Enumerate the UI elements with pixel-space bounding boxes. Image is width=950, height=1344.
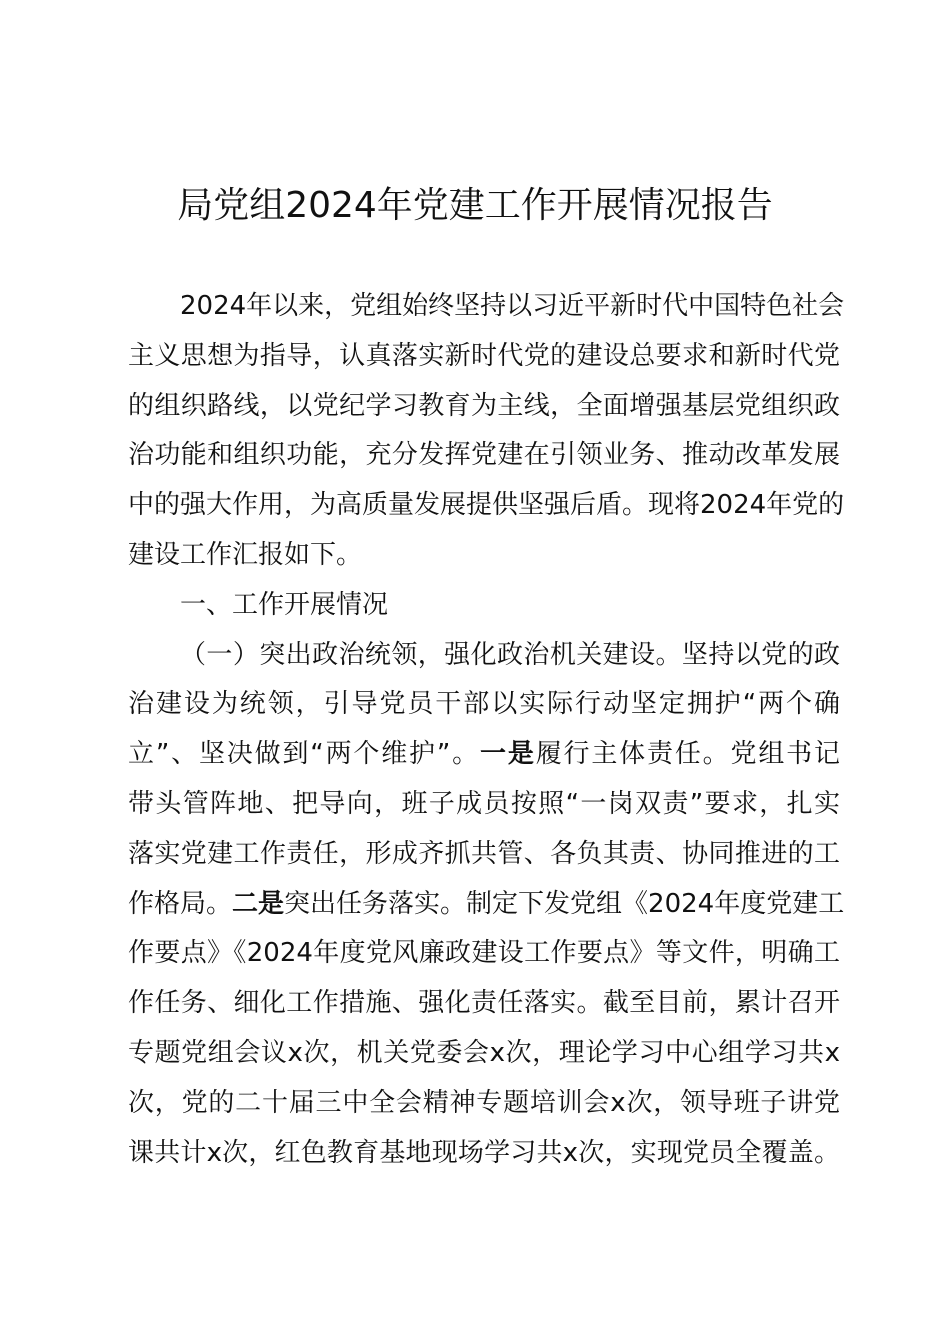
bold-text-run: 二是 [232,888,285,919]
text-run: 作格局。 [128,888,233,919]
text-run: 落实党建工作责任，形成齐抓共管、各负其责、协同推进的工 [128,838,840,869]
bold-text-run: 一是 [480,739,536,770]
text-run: 立”、坚决做到“两个维护”。 [128,739,481,770]
text-line [128,531,840,581]
text-run: 履行主体责任。党组书记 [535,739,840,770]
text-run: 课共计x次，红色教育基地现场学习共x次，实现党员全覆盖。 [128,1137,840,1168]
text-run: 中的强大作用，为高质量发展提供坚强后盾。现将2024年党的 [128,490,845,521]
text-line [128,1029,840,1079]
text-run: 2024年以来，党组始终坚持以习近平新时代中国特色社会 [180,291,845,321]
text-run: （一）突出政治统领，强化政治机关建设。坚持以党的政 [180,639,840,670]
text-line [128,880,845,930]
text-line [128,780,840,830]
text-run: 治建设为统领，引导党员干部以实际行动坚定拥护“两个确 [128,689,840,720]
text-line [128,1079,840,1129]
text-run: 作要点》《2024年度党风廉政建设工作要点》等文件，明确工 [128,938,840,969]
text-line [128,680,840,730]
text-line [128,1129,840,1179]
text-run: 主义思想为指导，认真落实新时代党的建设总要求和新时代党 [128,340,840,371]
text-run: 的组织路线，以党纪学习教育为主线，全面增强基层党组织政 [128,390,840,421]
text-run: 治功能和组织功能，充分发挥党建在引领业务、推动改革发展 [128,440,840,471]
text-run: 作任务、细化工作措施、强化责任落实。截至目前，累计召开 [128,988,840,1019]
text-line [128,830,840,880]
text-line [128,631,840,681]
text-run: 突出任务落实。制定下发党组《2024年度党建工 [284,888,845,919]
text-line [128,481,845,531]
text-run: 次，党的二十届三中全会精神专题培训会x次，领导班子讲党 [128,1087,840,1118]
text-line [128,282,845,332]
text-line [128,332,840,382]
text-run: 专题党组会议x次，机关党委会x次，理论学习中心组学习共x [128,1037,840,1068]
text-line [128,730,840,780]
text-run: 一、工作开展情况 [180,589,389,620]
text-run: 带头管阵地、把导向，班子成员按照“一岗双责”要求，扎实 [128,788,840,819]
text-line [128,979,840,1029]
text-line [128,382,840,432]
text-line [128,431,840,481]
document-title: 局党组2024年党建工作开展情况报告 [177,185,773,226]
text-run: 建设工作汇报如下。 [128,539,363,570]
document-body [128,282,845,1178]
section-heading [128,581,840,631]
text-line [128,929,840,979]
